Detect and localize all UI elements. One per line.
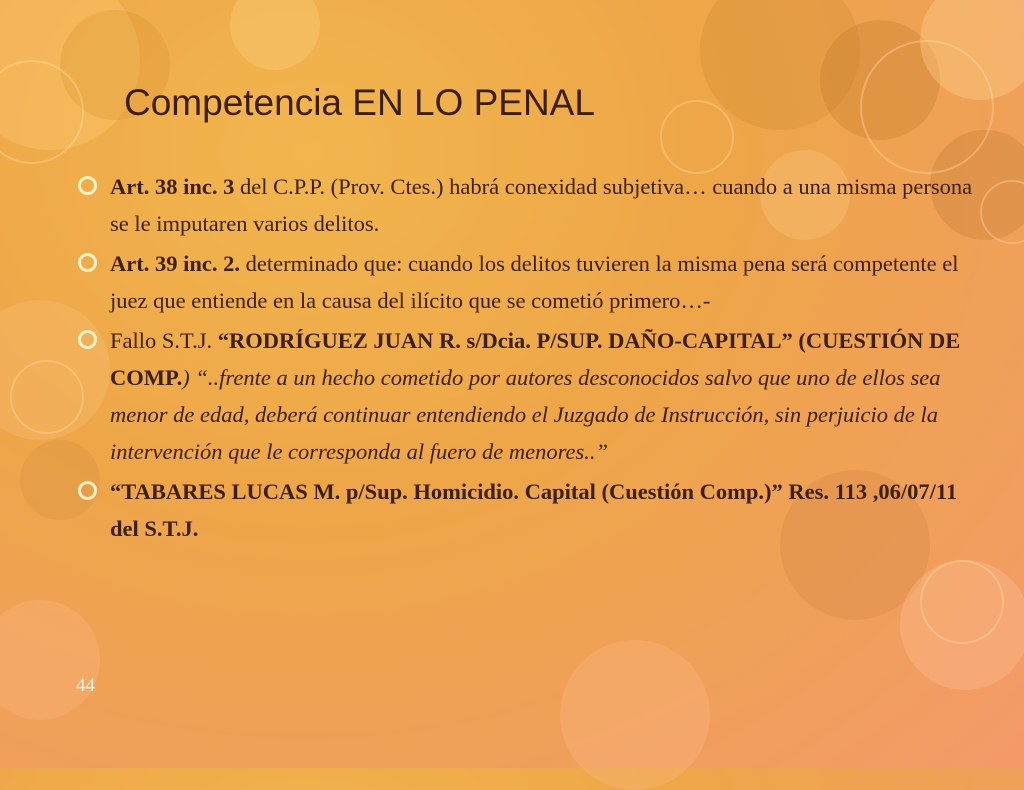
bullet-bold-prefix: Art. 38 inc. 3 (110, 174, 235, 199)
bullet-italic-quote: ) “..frente a un hecho cometido por autores desconocidos salvo que uno de ellos sea menor de edad, deberá continuar entendiendo el Juzgado de Instrucción, sin perjuicio de la intervención que le corresponda al fuero de menores..” (110, 365, 941, 464)
bullet-item-fallo-rodriguez (78, 322, 990, 470)
bullet-icon (78, 176, 97, 195)
bullet-lead-text: Fallo S.T.J. (110, 328, 218, 353)
bullet-bold-text: “RODRÍGUEZ JUAN R. s/Dcia. P/SUP. DAÑO-CAPITAL” (CUESTIÓN DE COMP. (110, 328, 961, 390)
slide-content (78, 168, 990, 550)
page-number: 44 (76, 675, 95, 696)
bullet-icon (78, 330, 97, 349)
bullet-bold-prefix: Art. 39 inc. 2. (110, 251, 240, 276)
bullet-text: determinado que: cuando los delitos tuvieren la misma pena será competente el juez que entiende en la causa del ilícito que se cometió primero…- (110, 251, 959, 313)
bullet-item-art39 (78, 245, 990, 319)
bullet-text: del C.P.P. (Prov. Ctes.) habrá conexidad subjetiva… cuando a una misma persona se le imputaren varios delitos. (110, 174, 973, 236)
bullet-icon (78, 481, 97, 500)
bullet-icon (78, 253, 97, 272)
bullet-item-tabares (78, 473, 990, 547)
slide-title: Competencia EN LO PENAL (124, 82, 595, 123)
bullet-item-art38 (78, 168, 990, 242)
bullet-bold-text: “TABARES LUCAS M. p/Sup. Homicidio. Capital (Cuestión Comp.)” Res. 113 ,06/07/11 del S.T.J. (110, 479, 958, 541)
